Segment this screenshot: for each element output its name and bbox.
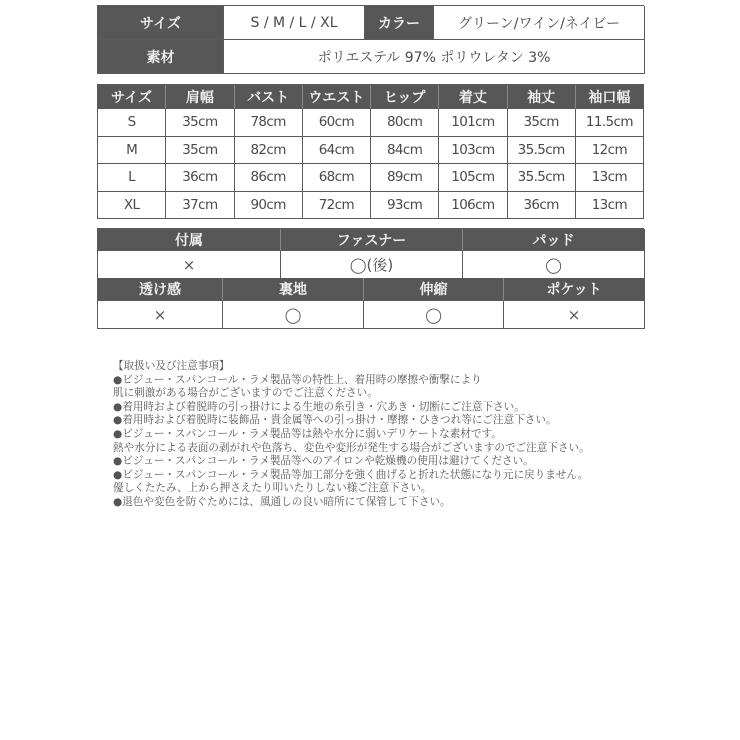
care-notes: [113, 360, 653, 510]
care-note-line: ●着用時および着脱時の引っ掛けによる生地の糸引き・穴あき・切断にご注意下さい。: [113, 400, 525, 413]
feature-value-pad: ◯: [463, 251, 645, 279]
features-table-accessories: [97, 228, 644, 279]
size-chart-cell: S: [98, 109, 166, 137]
size-chart-cell: 103cm: [439, 137, 507, 165]
feature-value-sheerness: ×: [98, 301, 223, 329]
spec-table: [97, 5, 644, 74]
size-chart-header: 肩幅: [166, 85, 234, 109]
feature-header-pocket: ポケット: [504, 278, 645, 301]
size-chart-cell: 68cm: [303, 164, 371, 192]
size-chart-cell: 35cm: [166, 109, 234, 137]
size-chart-cell: M: [98, 137, 166, 165]
size-chart-header: ヒップ: [371, 85, 439, 109]
care-note-line: ●退色や変色を防ぐためには、風通しの良い暗所にて保管して下さい。: [113, 495, 451, 508]
size-chart-cell: 36cm: [508, 192, 576, 220]
size-chart-cell: 72cm: [303, 192, 371, 220]
size-chart-cell: 82cm: [235, 137, 303, 165]
feature-value-fastener: ◯(後): [281, 251, 463, 279]
feature-value-pocket: ×: [504, 301, 645, 329]
care-note-line: 肌に刺激がある場合がございますのでご注意ください。: [113, 387, 378, 400]
size-chart-header: バスト: [235, 85, 303, 109]
size-chart-header: サイズ: [98, 85, 166, 109]
size-chart-cell: 84cm: [371, 137, 439, 165]
feature-value-stretch: ◯: [364, 301, 504, 329]
features-table-fabric: [97, 278, 644, 329]
care-note-line: ●ビジュー・スパンコール・ラメ製品等の特性上、着用時の摩擦や衝撃により: [113, 373, 482, 386]
size-chart-cell: L: [98, 164, 166, 192]
color-label: カラー: [365, 6, 434, 40]
color-value: グリーン/ワイン/ネイビー: [434, 6, 645, 40]
size-chart-cell: 106cm: [439, 192, 507, 220]
care-note-line: 優しくたたみ、上から押さえたり叩いたりしない様ご注意下さい。: [113, 482, 432, 495]
size-chart-cell: 60cm: [303, 109, 371, 137]
size-label: サイズ: [98, 6, 224, 40]
size-chart-cell: 35.5cm: [508, 164, 576, 192]
size-chart-cell: 13cm: [576, 164, 644, 192]
size-chart-cell: 35.5cm: [508, 137, 576, 165]
size-chart-cell: 101cm: [439, 109, 507, 137]
size-chart-cell: 93cm: [371, 192, 439, 220]
care-note-line: ●ビジュー・スパンコール・ラメ製品等へのアイロンや乾燥機の使用は避けてください。: [113, 455, 534, 468]
size-chart-header: 袖口幅: [576, 85, 644, 109]
feature-value-lining: ◯: [223, 301, 364, 329]
size-chart-cell: 36cm: [166, 164, 234, 192]
size-chart-header: 袖丈: [508, 85, 576, 109]
size-chart-header: ウエスト: [303, 85, 371, 109]
size-chart-header: 着丈: [439, 85, 507, 109]
size-chart-cell: 35cm: [508, 109, 576, 137]
feature-header-fastener: ファスナー: [281, 229, 463, 251]
material-value: ポリエステル 97% ポリウレタン 3%: [224, 40, 645, 74]
size-chart-cell: 80cm: [371, 109, 439, 137]
material-label: 素材: [98, 40, 224, 74]
size-chart-cell: 13cm: [576, 192, 644, 220]
feature-header-lining: 裏地: [223, 278, 364, 301]
size-chart-cell: 11.5cm: [576, 109, 644, 137]
size-chart-cell: 12cm: [576, 137, 644, 165]
care-note-line: 熱や水分による表面の剥がれや色落ち、変色や変形が発生する場合がございますのでご注意下さい。: [113, 441, 590, 454]
care-note-line: ●着用時および着脱時に装飾品・貴金属等への引っ掛け・摩擦・ひきつれ等にご注意下さい。: [113, 414, 557, 427]
size-chart-cell: XL: [98, 192, 166, 220]
feature-header-pad: パッド: [463, 229, 645, 251]
feature-header-sheerness: 透け感: [98, 278, 223, 301]
size-chart-cell: 78cm: [235, 109, 303, 137]
size-chart-cell: 86cm: [235, 164, 303, 192]
feature-header-stretch: 伸縮: [364, 278, 504, 301]
size-chart-cell: 35cm: [166, 137, 234, 165]
care-notes-title: 【取扱い及び注意事項】: [113, 360, 230, 372]
size-chart-table: [97, 84, 644, 219]
size-value: S / M / L / XL: [224, 6, 365, 40]
size-chart-cell: 89cm: [371, 164, 439, 192]
feature-header-accessory: 付属: [98, 229, 281, 251]
size-chart-cell: 90cm: [235, 192, 303, 220]
size-chart-cell: 37cm: [166, 192, 234, 220]
size-chart-cell: 64cm: [303, 137, 371, 165]
size-chart-cell: 105cm: [439, 164, 507, 192]
care-note-line: ●ビジュー・スパンコール・ラメ製品等加工部分を強く曲げると折れた状態になり元に戻りません。: [113, 468, 589, 481]
feature-value-accessory: ×: [98, 251, 281, 279]
care-note-line: ●ビジュー・スパンコール・ラメ製品等は熱や水分に弱いデリケートな素材です。: [113, 427, 502, 440]
